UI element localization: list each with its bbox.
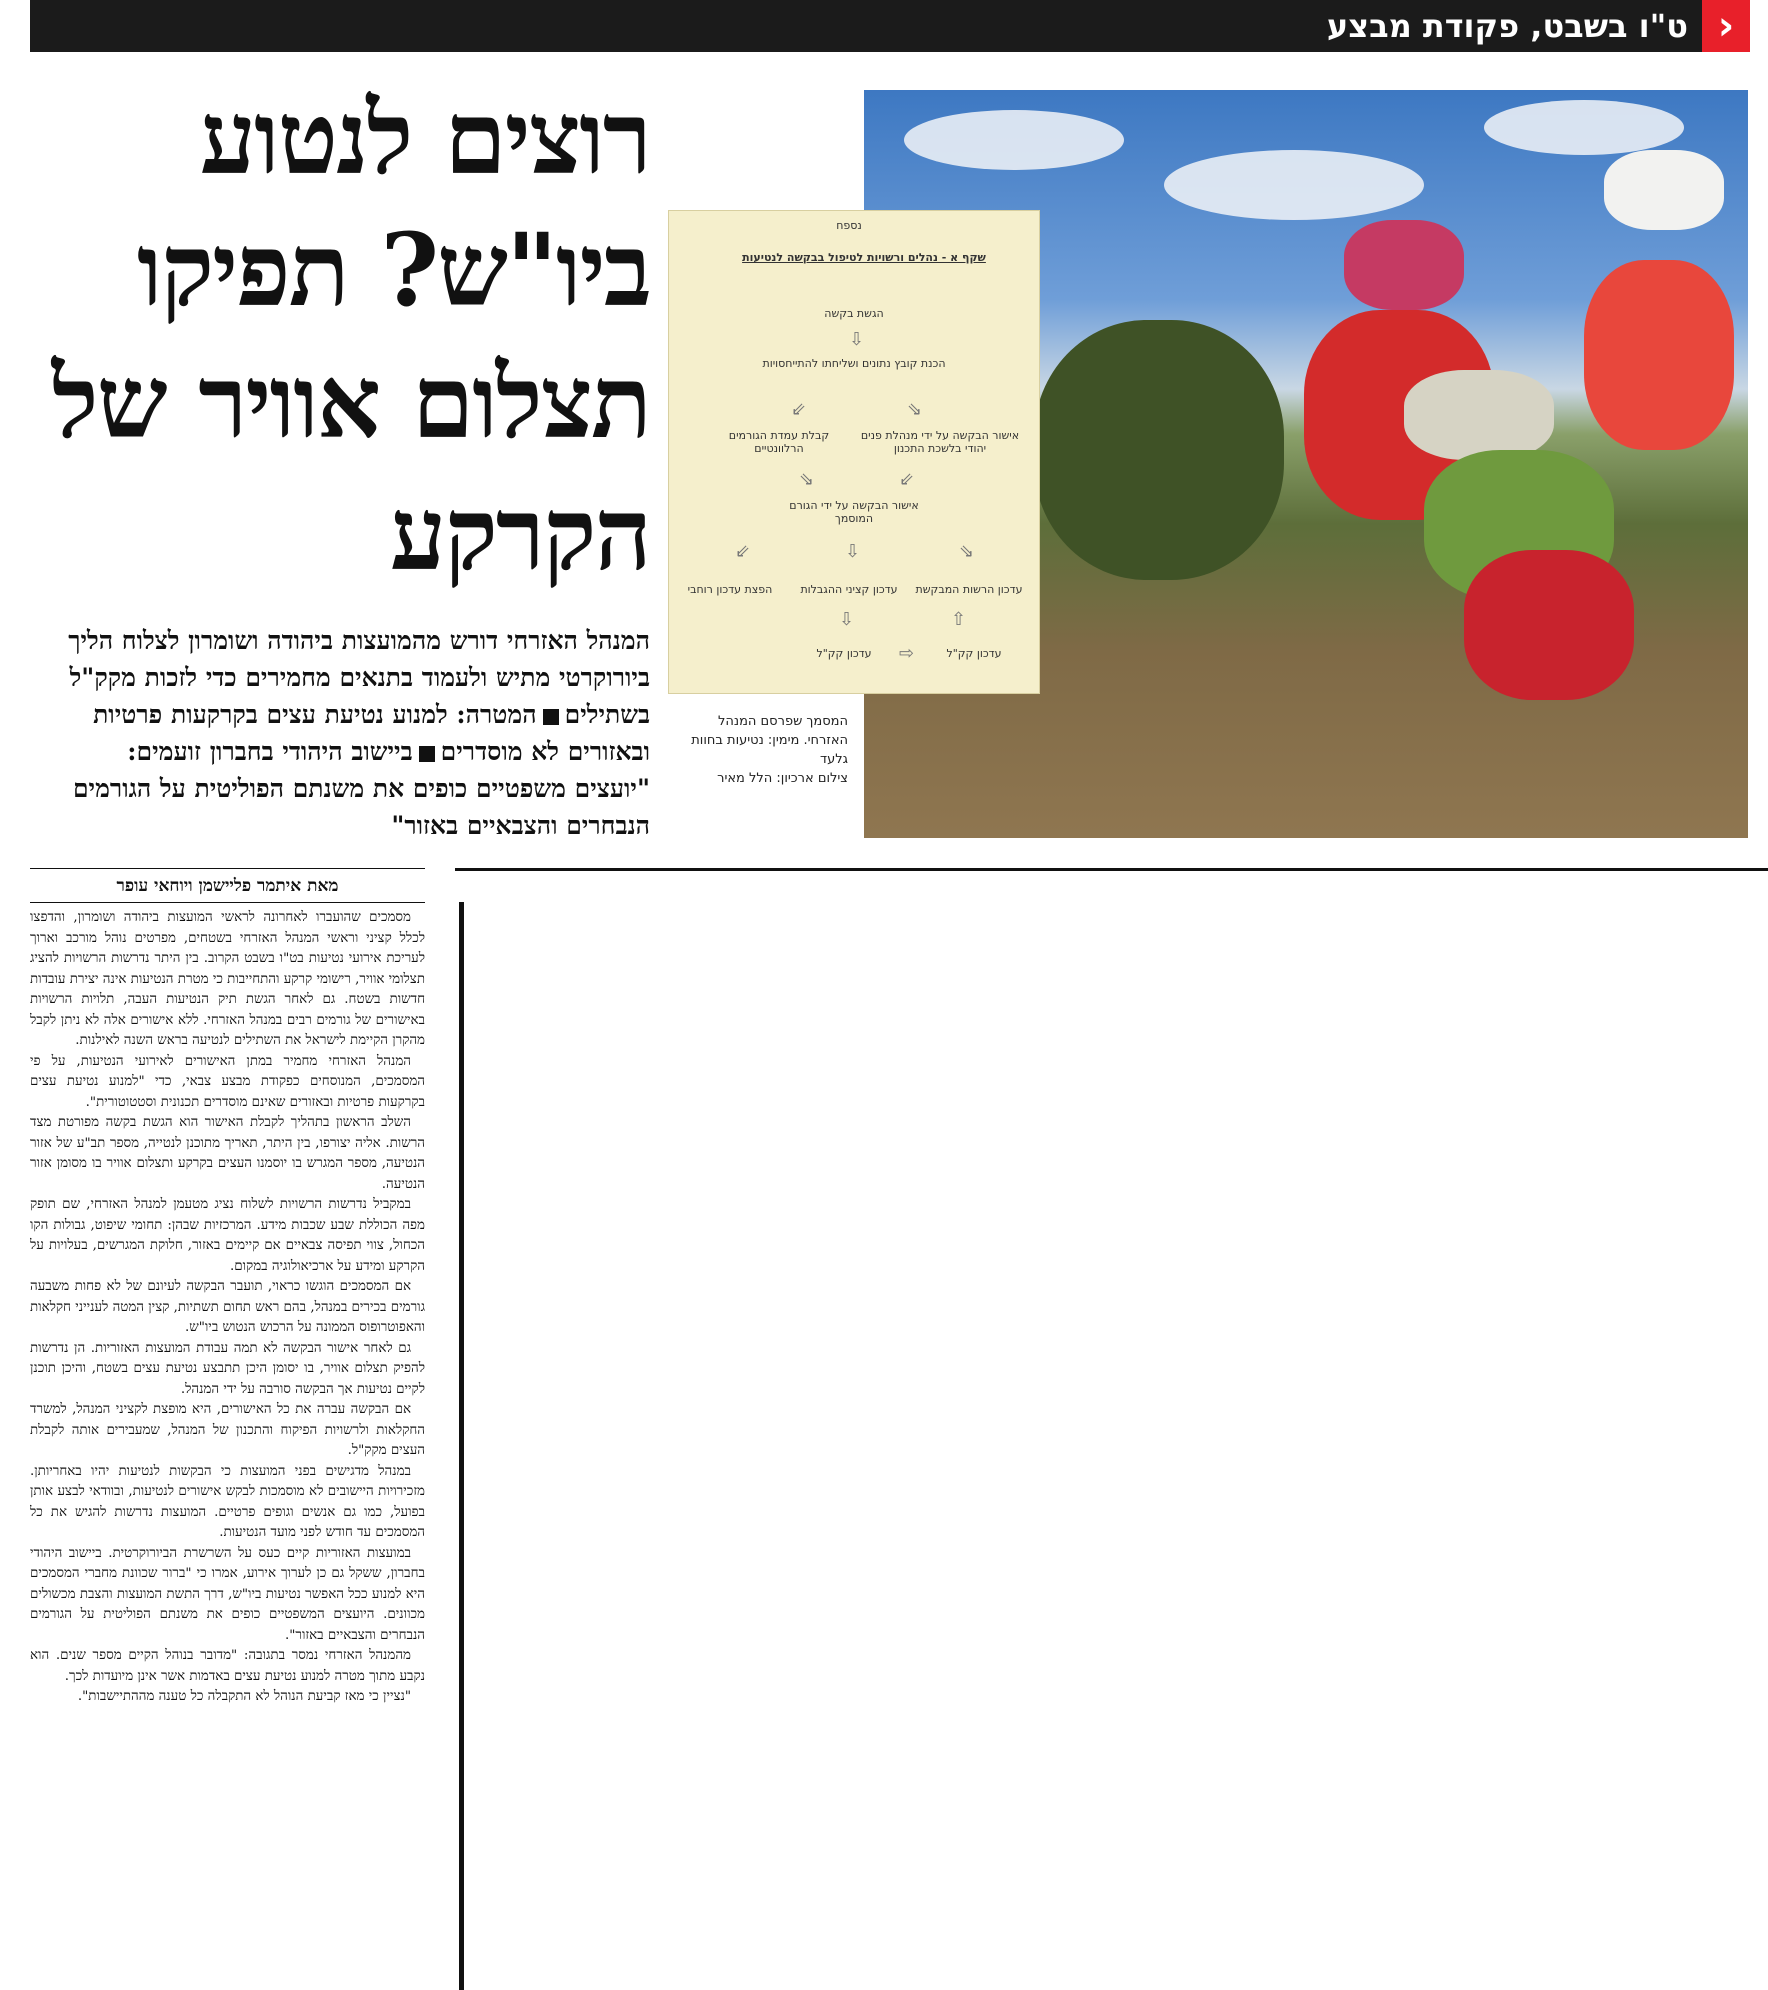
doc-node: הגשת בקשה [824,307,884,320]
subhead-part3: ביישוב היהודי בחברון זועמים: "יועצים משפטיים כופים את משנתם הפוליטית על הגורמים הנבחרים והצבאיים באזור" [72,737,650,840]
arrow-down-left-icon: ⇙ [791,399,807,420]
headline: רוצים לנטוע ביו"ש? תפיקו תצלום אוויר של הקרקע [51,79,650,593]
article-paragraph: מהמנהל האזרחי נמסר בתגובה: "מדובר בנוהל הקיים מספר שנים. הוא נקבע מתוך מטרה למנוע נטיעת עצים באדמות אשר אינן מיועדות לכך. [30,1648,425,1684]
child-red-pants-shape [1464,550,1634,700]
arrow-down-right-icon: ⇘ [959,541,975,562]
doc-node: עדכון קק"ל [816,647,872,660]
doc-node: הכנת קובץ נתונים ושליחתו להתייחסויות [762,357,946,370]
article-paragraph: במנהל מדגישים בפני המועצות כי הבקשות לנטיעות יהיו באחריותן. מזכירויות היישובים לא מוסמכות לבקש אישורים לנטיעות, ובוודאי לבצע אותן בפועל, כמו גם אנשים וגופים פרטיים. המועצות נדרשות להגיש את כל המסמכים עד חודש לפני מועד הנטיעות. [30,1463,425,1540]
child-red-shirt-shape [1584,260,1734,450]
subhead-part1: המנהל האזרחי דורש מהמועצות ביהודה ושומרון לצלוח הליך ביורוקרטי מתיש ולעמוד בתנאים מחמירים כדי לזכות מקק"ל בשתילים [68,626,650,729]
article-paragraph: אם הבקשה עברה את כל האישורים, היא מופצת לקציני המנהל, למשרד החקלאות ולרשויות הפיקוח והתכנון של המנהל, שמעבירים אותה לקבלת העצים מקק"ל. [30,1402,425,1458]
arrow-down-left-icon: ⇙ [735,541,751,562]
arrow-down-right-icon: ⇘ [907,399,923,420]
arrow-down-left-icon: ⇙ [899,469,915,490]
child-hat-shape [1604,150,1724,230]
section-header-bar [30,0,1750,52]
doc-node: הפצת עדכון רוחבי [687,583,773,596]
arrow-down-icon: ⇩ [845,541,861,562]
chevron-left-icon[interactable]: ‹ [1702,0,1750,52]
divider [455,868,1768,871]
article-body [30,908,425,1983]
doc-node: עדכון הרשות המבקשת [915,583,1023,596]
article-paragraph: "נציין כי מאז קביעת הנוהל לא התקבלה כל טענה מההתיישבות". [77,1689,411,1704]
doc-node: אישור הבקשה על ידי הגורם המוסמך [789,499,919,525]
byline: מאת איתמר פליישמן ויוחאי עופר [116,876,339,896]
article-paragraph: השלב הראשון בתהליך לקבלת האישור הוא הגשת בקשה מפורטת מצד הרשות. אליה יצורפו, בין היתר, תאריך מתוכנן לנטייה, מספר תב"ע של אזור הנטיעה, מספר המגרש בו יוסמנו העצים בקרקע ותצלום אוויר בו מסומן אזור הנטיעה. [30,1115,425,1192]
doc-node: עדכון קציני ההגבלות [800,583,898,596]
arrow-down-icon: ⇩ [839,609,855,630]
doc-corner-label: נספח [836,219,862,232]
subhead [60,622,650,847]
section-label: ט"ו בשבט, פקודת מבצע [1326,7,1688,45]
procedure-document [668,210,1040,694]
doc-node: עדכון קק"ל [946,647,1002,660]
square-bullet-icon [419,746,435,762]
arrow-up-icon: ⇧ [951,609,967,630]
photo-caption [688,712,848,822]
caption-text: המסמך שפרסם המנהל האזרחי. מימין: נטיעות בחוות גלעד [691,714,848,767]
photo-credit: צילום ארכיון: הלל מאיר [717,771,848,786]
article-paragraph: המנהל האזרחי מחמיר במתן האישורים לאירועי הנטיעות, על פי המסמכים, המנוסחים כפקודת מבצע צבאי, כדי "למנוע נטיעת עצים בקרקעות פרטיות ובאזורים שאינם מוסדרים תכנונית וסטטוטורית". [30,1053,425,1110]
column-divider [459,902,464,1990]
arrow-right-icon: ⇨ [899,643,915,664]
article-paragraph: במועצות האזוריות קיים כעס על השרשרת הביורוקרטית. ביישוב היהודי בחברון, ששקל גם כן לערוך אירוע, אמרו כי "ברור שכוונת מחברי המסמכים היא למנוע ככל האפשר נטיעות ביו"ש, דרך התשת המועצות והצבת מכשולים מכוונים. היועצים המשפטיים כופים את משנתם הפוליטית על הגורמים הנבחרים והצבאיים באזור". [30,1545,425,1643]
cloud-shape [904,110,1124,170]
doc-node: אישור הבקשה על ידי מנהלת פנים יהודי בלשכת התכנון [860,429,1020,455]
article-paragraph: במקביל נדרשות הרשויות לשלוח נציג מטעמן למנהל האזרחי, שם תופק מפה הכוללת שבע שכבות מידע. המרכזיות שבהן: תחומי שיפוט, גבולות הקו הכחול, צווי תפיסה צבאיים אם קיימים באזור, חלוקת המגרשים, בעלויות על הקרקע ומידע על ארכיאולוגיה במקום. [30,1197,425,1274]
doc-title: שקף א - נהלים ורשויות לטיפול בבקשה לנטיעות [742,251,986,264]
child-white-hat-shape [1404,370,1554,460]
arrow-down-icon: ⇩ [849,329,865,350]
divider [30,868,425,869]
article-paragraph: מסמכים שהועברו לאחרונה לראשי המועצות ביהודה ושומרון, והדפצו לכלל קציני וראשי המנהל האזרחי בשטחים, מפרטים נוהל מורכב וארוך לעריכת אירועי נטיעות בט"ו בשבט הקרוב. בין היתר נדרשות הרשויות להציג תצלומי אוויר, רישומי קרקע והתחייבות כי מטרת הנטיעות אינה יצירת עובדות חדשות בשטח. גם לאחר הגשת תיק הנטיעות העבה, תלויות הרשויות באישורים של גורמים רבים במנהל האזרחי. ללא אישורים אלה לא ניתן לקבל מהקרן הקיימת לישראל את השתילים לנטיעה בראש השנה לאילנות. [30,910,425,1048]
subhead-part2: המטרה: למנוע נטיעת עצים בקרקעות פרטיות ובאזורים לא מוסדרים [93,700,650,766]
doc-node: קבלת עמדת הגורמים הרלוונטיים [728,429,830,455]
cloud-shape [1164,150,1424,220]
person-headscarf-shape [1344,220,1464,310]
square-bullet-icon [543,709,559,725]
article-paragraph: אם המסמכים הוגשו כראוי, תועבר הבקשה לעיונם של לא פחות משבעה גורמים בכירים במנהל, בהם ראש תחום תשתיות, קצין המטה לענייני חקלאות והאפוטרופוס הממונה על הרכוש הנטוש ביו"ש. [30,1279,425,1335]
bush-shape [1034,320,1284,580]
article-paragraph: גם לאחר אישור הבקשה לא תמה עבודת המועצות האזוריות. הן נדרשות להפיק תצלום אוויר, בו יסומן היכן תתבצע נטיעת עצים בשטח, והיכן תוכנן לקיים נטיעות אך הבקשה סורבה על ידי המנהל. [30,1340,425,1397]
arrow-down-right-icon: ⇘ [799,469,815,490]
divider [30,902,425,903]
cloud-shape [1484,100,1684,155]
